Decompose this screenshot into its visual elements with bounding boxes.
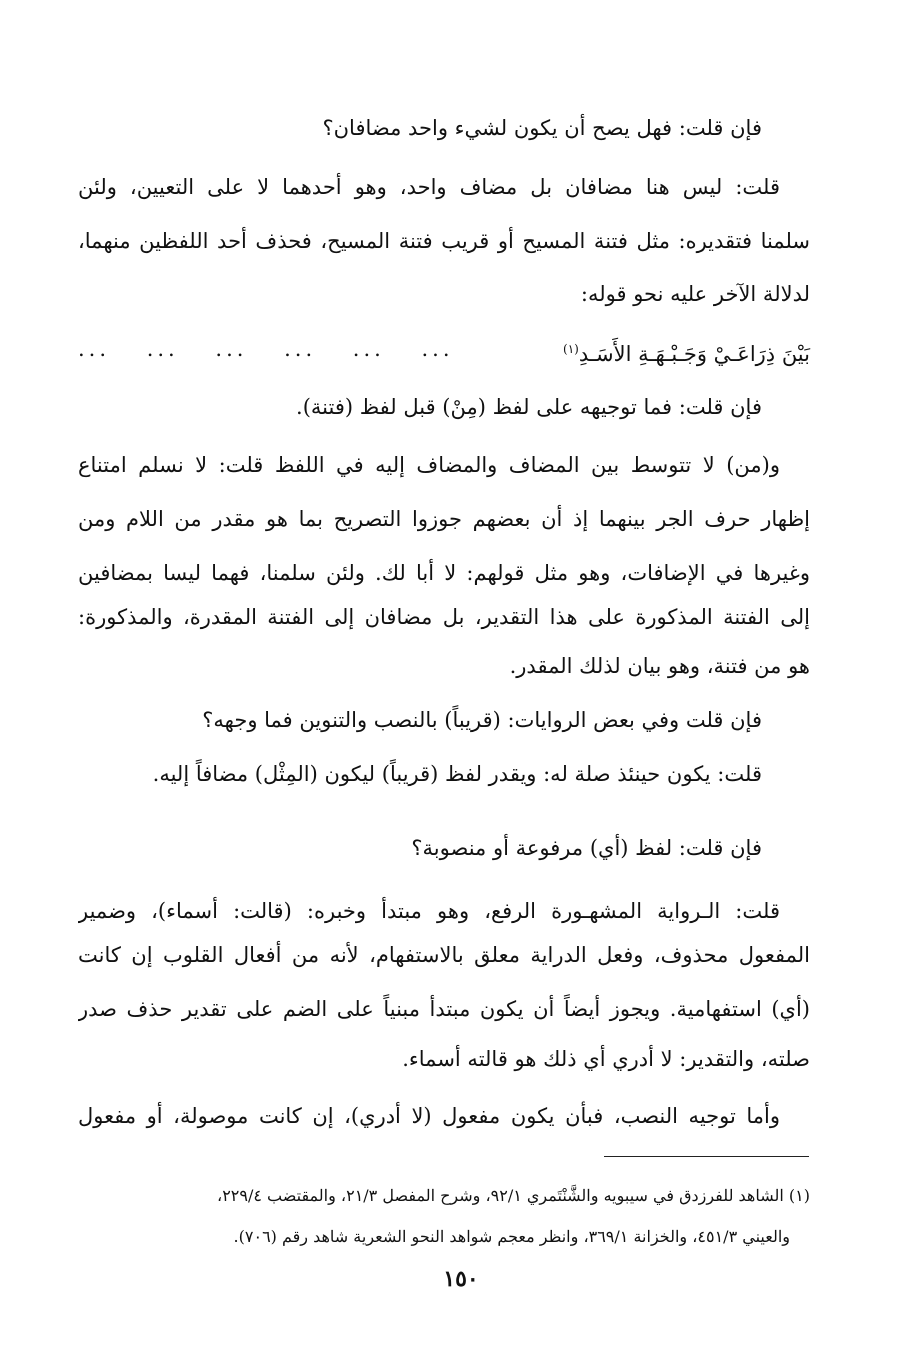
footnote-line-1: (١) الشاهد للفرزدق في سيبويه والشَّنْتَمري ٩٢/١، وشرح المفصل ٢١/٣، والمقتضب ٢٢٩/٤، [217,1186,810,1205]
verse-hemistich [563,332,810,371]
page-number: ١٥٠ [443,1266,479,1292]
footnote-divider [604,1156,809,1157]
answer-line-7: (أي) استفهامية. ويجوز أيضاً أن يكون مبتدأ مبنياً على الضم على تقدير حذف صدر [78,997,810,1021]
answer-line-1: قلت: ليس هنا مضافان بل مضاف واحد، وهو أحدهما لا على التعيين، ولئن [78,175,780,199]
answer-line-3: لدلالة الآخر عليه نحو قوله: [580,282,810,306]
answer-line-2: سلمنا فتقديره: مثل فتنة المسيح أو قريب فتنة المسيح، فحذف أحد اللفظين منهما، [78,229,810,253]
footnote-line-2: والعيني ٤٥١/٣، والخزانة ٣٦٩/١، وانظر معجم شواهد النحو الشعرية شاهد رقم (٧٠٦). [233,1227,790,1246]
poetry-verse [78,332,810,366]
paragraph-line-5: هو من فتنة، وهو بيان لذلك المقدر. [509,654,810,678]
verse-text: بَيْنَ ذِرَاعَـيْ وَجَـبْـهَـةِ الأَسَـدِ [578,342,810,366]
answer-line-4: قلت: يكون حينئذ صلة له: ويقدر لفظ (قريباً) ليكون (المِثْل) مضافاً إليه. [152,762,762,786]
question-line-2: فإن قلت: فما توجيهه على لفظ (مِنْ) قبل لفظ (فتنة). [296,395,762,419]
paragraph-line-3: وغيرها في الإضافات، وهو مثل قولهم: لا أبا لك. ولئن سلمنا، فهما ليسا بمضافين [78,561,810,585]
question-line-1: فإن قلت: فهل يصح أن يكون لشيء واحد مضافان؟ [322,116,762,140]
answer-line-8: صلته، والتقدير: لا أدري أي ذلك هو قالته أسماء. [402,1047,810,1071]
paragraph-line-1: و(من) لا تتوسط بين المضاف والمضاف إليه في اللفظ قلت: لا نسلم امتناع [78,453,780,477]
question-line-3: فإن قلت وفي بعض الروايات: (قريباً) بالنصب والتنوين فما وجهه؟ [202,708,762,732]
paragraph-line-6: وأما توجيه النصب، فبأن يكون مفعول (لا أدري)، إن كانت موصولة، أو مفعول [78,1104,780,1128]
paragraph-line-4: إلى الفتنة المذكورة على هذا التقدير، بل مضافان إلى الفتنة المقدرة، والمذكورة: [78,605,810,629]
footnote-ref-1: (١) [563,342,579,356]
verse-ellipsis: ... ... ... ... ... ... [78,337,454,361]
question-line-4: فإن قلت: لفظ (أي) مرفوعة أو منصوبة؟ [411,836,762,860]
answer-line-5: قلت: الـرواية المشهـورة الرفع، وهو مبتدأ وخبره: (قالت: أسماء)، وضمير [78,899,780,923]
answer-line-6: المفعول محذوف، وفعل الدراية معلق بالاستفهام، لأنه من أفعال القلوب إن كانت [78,943,810,967]
paragraph-line-2: إظهار حرف الجر بينهما إذ أن بعضهم جوزوا التصريح بما هو مقدر من اللام ومن [78,507,810,531]
